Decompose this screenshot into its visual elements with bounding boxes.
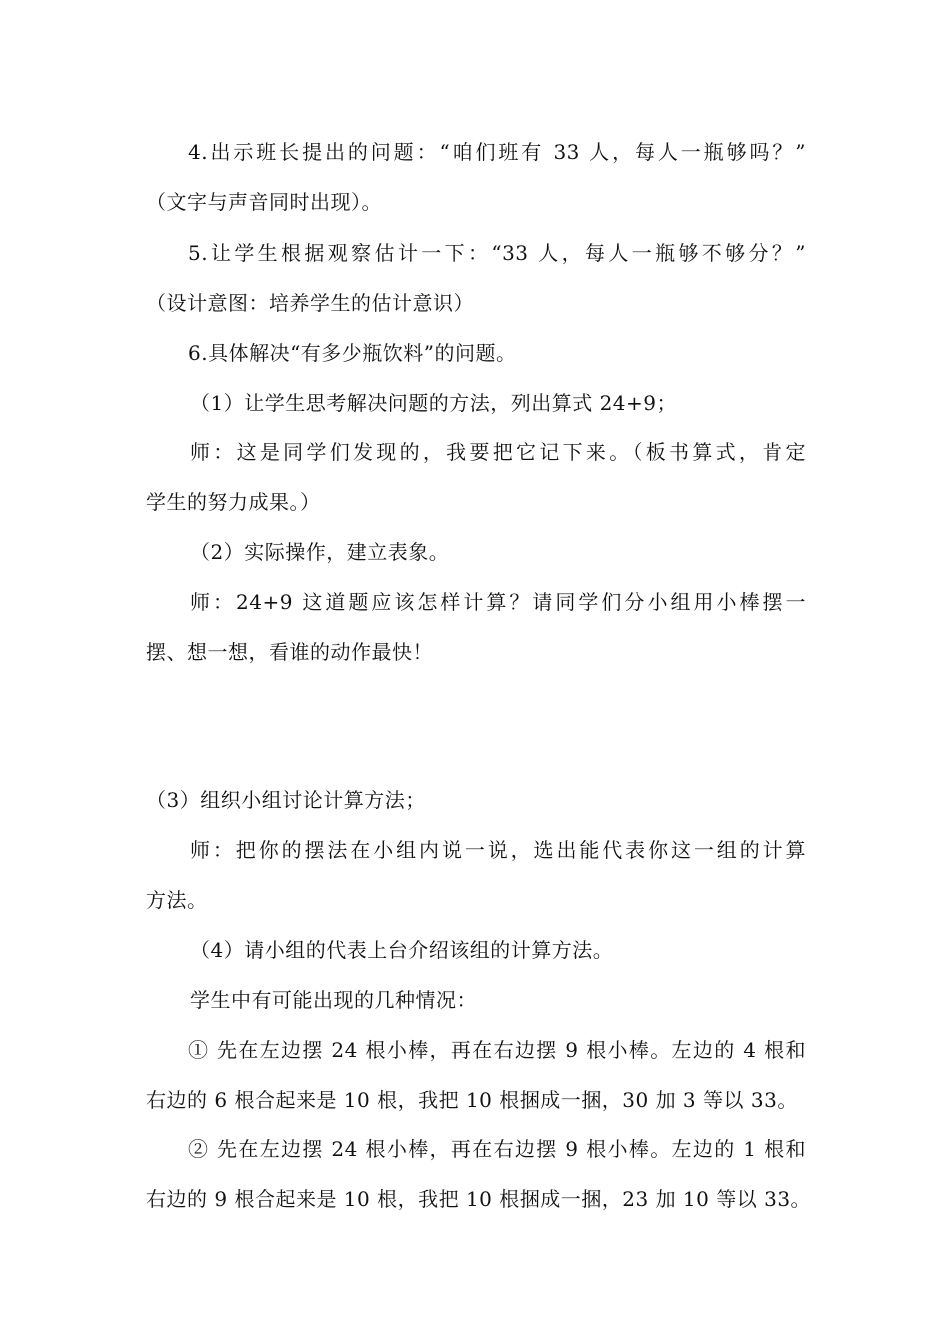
paragraph-item-5-line-2: （设计意图：培养学生的估计意识） [146, 291, 474, 315]
paragraph-situations-intro: 学生中有可能出现的几种情况： [190, 988, 477, 1012]
situation-2-line-1: ② 先在左边摆 24 根小棒，再在右边摆 9 根小棒。左边的 1 根和 [188, 1137, 806, 1161]
teacher-remark-2-line-1: 师：24+9 这道题应该怎样计算？请同学们分小组用小棒摆一 [190, 590, 806, 614]
paragraph-step-1: （1）让学生思考解决问题的方法，列出算式 24+9； [190, 391, 678, 415]
paragraph-item-4-line-1: 4.出示班长提出的问题：“咱们班有 33 人，每人一瓶够吗？” [188, 140, 806, 164]
paragraph-step-3: （3）组织小组讨论计算方法； [146, 788, 426, 812]
teacher-remark-1-line-1: 师：这是同学们发现的，我要把它记下来。（板书算式，肯定 [190, 440, 806, 464]
situation-2-line-2: 右边的 9 根合起来是 10 根，我把 10 根捆成一捆，23 加 10 等以 33。 [146, 1187, 812, 1211]
paragraph-step-2: （2）实际操作，建立表象。 [190, 540, 450, 564]
situation-1-line-2: 右边的 6 根合起来是 10 根，我把 10 根捆成一捆，30 加 3 等以 33。 [146, 1088, 798, 1112]
teacher-remark-1-line-2: 学生的努力成果。） [146, 490, 321, 514]
paragraph-item-6: 6.具体解决“有多少瓶饮料”的问题。 [188, 341, 517, 365]
teacher-remark-3-line-2: 方法。 [146, 888, 208, 912]
teacher-remark-2-line-2: 摆、想一想，看谁的动作最快！ [146, 640, 433, 664]
paragraph-item-4-line-2: （文字与声音同时出现）。 [146, 190, 382, 214]
teacher-remark-3-line-1: 师：把你的摆法在小组内说一说，选出能代表你这一组的计算 [190, 838, 806, 862]
paragraph-step-4: （4）请小组的代表上台介绍该组的计算方法。 [190, 938, 614, 962]
paragraph-item-5-line-1: 5.让学生根据观察估计一下：“33 人，每人一瓶够不够分？” [188, 241, 806, 265]
situation-1-line-1: ① 先在左边摆 24 根小棒，再在右边摆 9 根小棒。左边的 4 根和 [188, 1038, 806, 1062]
